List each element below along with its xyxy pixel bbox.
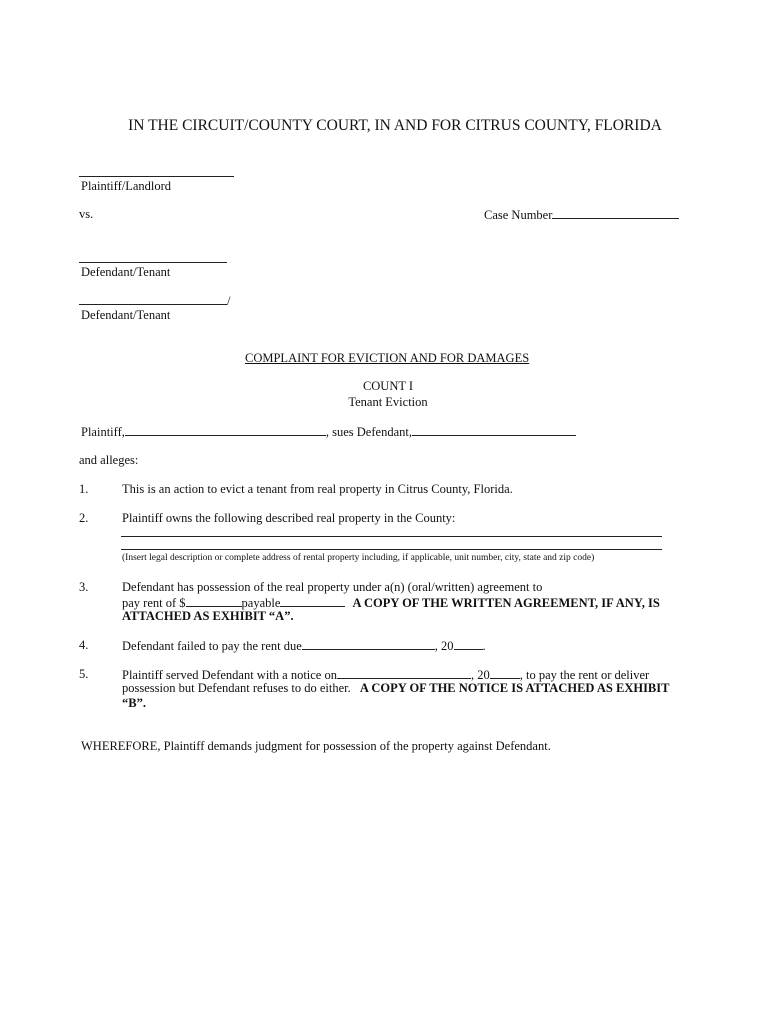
defendant-2-label: Defendant/Tenant (81, 308, 171, 322)
plaintiff-prefix: Plaintiff, (81, 425, 125, 439)
sues-defendant-text: , sues Defendant, (325, 425, 412, 439)
sues-line (81, 424, 576, 440)
allegation-3-line-1: Defendant has possession of the real property under a(n) (oral/written) agreement to (122, 580, 543, 594)
allegation-5-text-c: , to pay the rent or deliver (519, 668, 650, 682)
rent-due-date-blank[interactable] (302, 638, 435, 650)
allegation-1-number: 1. (79, 482, 89, 496)
defendant-name-blank[interactable] (412, 424, 576, 436)
allegation-3-bold-1: A COPY OF THE WRITTEN AGREEMENT, IF ANY, IS (352, 596, 660, 610)
allegation-3-number: 3. (79, 580, 89, 594)
complaint-title: COMPLAINT FOR EVICTION AND FOR DAMAGES (245, 351, 530, 365)
allegation-4-text: Defendant failed to pay the rent due (122, 639, 302, 653)
vs-label: vs. (79, 207, 94, 221)
rent-amount-blank[interactable] (186, 595, 242, 607)
wherefore-clause: WHEREFORE, Plaintiff demands judgment for possession of the property against Defendant. (81, 739, 551, 753)
allegation-5-text-a: Plaintiff served Defendant with a notice on (122, 668, 337, 682)
allegation-3-line-3 (122, 609, 294, 624)
plaintiff-label: Plaintiff/Landlord (81, 179, 172, 193)
allegation-1-text: This is an action to evict a tenant from real property in Citrus County, Florida. (122, 482, 513, 496)
allegation-4-number: 4. (79, 638, 89, 652)
defendant-2-name-line (79, 304, 227, 305)
and-alleges: and alleges: (79, 453, 139, 467)
payable-label: payable (241, 596, 281, 610)
count-heading: COUNT I (362, 379, 414, 393)
plaintiff-name-blank[interactable] (125, 424, 326, 436)
allegation-4-year-prefix: , 20 (434, 639, 454, 653)
defendant-slash: / (227, 294, 231, 308)
plaintiff-name-line (79, 176, 234, 177)
allegation-5-text-b: , 20 (470, 668, 490, 682)
case-number-field (484, 207, 679, 223)
allegation-5-bold-2: “B”. (122, 696, 146, 710)
property-description-line-2[interactable] (121, 549, 662, 550)
rent-due-year-blank[interactable] (454, 638, 483, 650)
property-description-line-1[interactable] (121, 536, 662, 537)
allegation-5-line-2 (122, 681, 669, 696)
count-subtitle: Tenant Eviction (348, 395, 428, 409)
property-description-note: (Insert legal description or complete address of rental property including, if applicable, unit number, city, state and zip code) (122, 553, 595, 563)
allegation-2-number: 2. (79, 511, 89, 525)
allegation-5-line-3 (122, 696, 146, 711)
rent-frequency-blank[interactable] (280, 595, 345, 607)
allegation-5-bold-1: A COPY OF THE NOTICE IS ATTACHED AS EXHIBIT (359, 681, 670, 695)
defendant-1-label: Defendant/Tenant (81, 265, 171, 279)
allegation-5-number: 5. (79, 667, 89, 681)
allegation-2-text: Plaintiff owns the following described real property in the County: (122, 511, 456, 525)
notice-year-blank[interactable] (490, 667, 520, 679)
pay-rent-label: pay rent of $ (122, 596, 186, 610)
allegation-3-bold-2: ATTACHED AS EXHIBIT “A”. (122, 609, 294, 623)
case-number-label: Case Number (484, 208, 553, 222)
notice-date-blank[interactable] (337, 667, 471, 679)
allegation-4-line (122, 638, 486, 654)
allegation-5-text-d: possession but Defendant refuses to do either. (122, 681, 351, 695)
defendant-1-name-line (79, 262, 227, 263)
allegation-4-end: . (482, 639, 486, 653)
court-title: IN THE CIRCUIT/COUNTY COURT, IN AND FOR CITRUS COUNTY, FLORIDA (128, 117, 662, 134)
case-number-blank[interactable] (552, 207, 679, 219)
